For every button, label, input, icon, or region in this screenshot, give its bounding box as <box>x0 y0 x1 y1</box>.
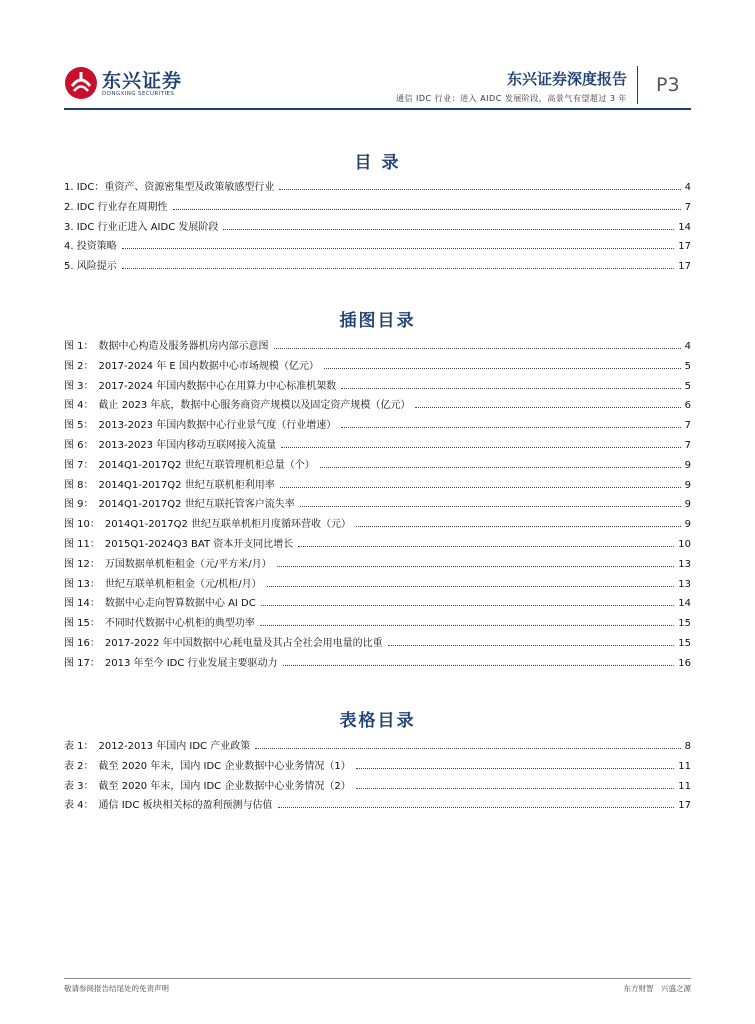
tables-list <box>64 737 691 816</box>
toc-entry[interactable] <box>64 218 691 238</box>
dot-leader <box>261 605 675 606</box>
dot-leader <box>415 407 680 408</box>
dot-leader <box>341 388 680 389</box>
toc-entry-page: 14 <box>678 221 691 233</box>
tables-title: 表格目录 <box>339 711 416 731</box>
table-entry-label: 表 1： 2012-2013 年国内 IDC 产业政策 <box>64 741 251 752</box>
figure-entry-label: 图 9： 2014Q1-2017Q2 世纪互联托管客户流失率 <box>64 499 295 511</box>
figure-entry[interactable] <box>64 436 691 456</box>
figure-entry-label: 图 11： 2015Q1-2024Q3 BAT 资本开支同比增长 <box>64 538 294 550</box>
figure-entry-page: 7 <box>684 439 691 451</box>
figure-entry-label: 图 1： 数据中心构造及服务器机房内部示意图 <box>64 341 269 352</box>
dot-leader <box>388 645 675 646</box>
dot-leader <box>298 546 674 547</box>
figure-entry-page: 10 <box>678 538 691 550</box>
figure-entry-label: 图 12： 万国数据单机柜租金（元/平方米/月） <box>64 558 272 570</box>
dot-leader <box>173 209 681 210</box>
footer-slogan: 东方财智 兴盛之源 <box>623 984 691 993</box>
dot-leader <box>300 506 681 507</box>
footer-disclaimer: 敬请参阅报告结尾处的免责声明 <box>64 984 169 993</box>
toc-entry-page: 7 <box>684 201 691 213</box>
toc-entry-label: 3. IDC 行业正进入 AIDC 发展阶段 <box>64 221 219 233</box>
figure-entry-page: 16 <box>678 657 691 669</box>
footer-rule <box>64 978 691 979</box>
toc-list <box>64 178 691 277</box>
toc-entry-label: 5. 风险提示 <box>64 261 117 273</box>
toc-entry[interactable] <box>64 237 691 257</box>
figure-entry[interactable] <box>64 337 691 357</box>
figure-entry-label: 图 13： 世纪互联单机柜租金（元/机柜/月） <box>64 578 262 590</box>
figure-entry[interactable] <box>64 495 691 515</box>
figure-entry-page: 5 <box>684 380 691 392</box>
report-subtitle: 通信 IDC 行业：进入 AIDC 发展阶段，高景气有望超过 3 年 <box>395 94 627 103</box>
figure-entry-label: 图 17： 2013 年至今 IDC 行业发展主要驱动力 <box>64 657 278 669</box>
logo-text-cn: 东兴证券 <box>102 70 183 92</box>
figure-entry[interactable] <box>64 456 691 476</box>
dot-leader <box>341 427 680 428</box>
figure-entry[interactable] <box>64 515 691 535</box>
toc-entry-label: 1. IDC：重资产、资源密集型及政策敏感型行业 <box>64 182 275 193</box>
figure-entry-label: 图 10： 2014Q1-2017Q2 世纪互联单机柜月度循环营收（元） <box>64 519 352 531</box>
dot-leader <box>255 748 680 749</box>
header-rule <box>64 108 691 110</box>
figure-entry-label: 图 6： 2013-2023 年国内移动互联网接入流量 <box>64 439 277 451</box>
header-divider <box>637 66 638 104</box>
figure-entry-page: 14 <box>678 598 691 610</box>
figures-title: 插图目录 <box>339 311 416 331</box>
company-logo <box>64 66 194 104</box>
dot-leader <box>279 189 680 190</box>
dot-leader <box>356 768 675 769</box>
logo-text-en: DONGXING SECURITIES <box>102 91 175 97</box>
figure-entry-label: 图 5： 2013-2023 年国内数据中心行业景气度（行业增速） <box>64 420 337 432</box>
toc-entry-label: 2. IDC 行业存在周期性 <box>64 201 168 213</box>
dot-leader <box>281 447 680 448</box>
figure-entry[interactable] <box>64 575 691 595</box>
dot-leader <box>122 268 675 269</box>
figure-entry-label: 图 15： 不同时代数据中心机柜的典型功率 <box>64 618 255 630</box>
dot-leader <box>267 586 675 587</box>
toc-entry-page: 17 <box>678 261 691 273</box>
figure-entry[interactable] <box>64 594 691 614</box>
toc-entry[interactable] <box>64 198 691 218</box>
report-type: 东兴证券深度报告 <box>506 70 627 88</box>
dot-leader <box>320 467 681 468</box>
figure-entry[interactable] <box>64 654 691 674</box>
dot-leader <box>122 248 675 249</box>
figure-entry[interactable] <box>64 634 691 654</box>
table-entry-label: 表 2： 截至 2020 年末，国内 IDC 企业数据中心业务情况（1） <box>64 760 351 772</box>
table-entry-page: 17 <box>678 800 691 812</box>
figure-entry-label: 图 7： 2014Q1-2017Q2 世纪互联管理机柜总量（个） <box>64 459 315 471</box>
figure-entry[interactable] <box>64 476 691 496</box>
figure-entry-page: 6 <box>684 400 691 412</box>
table-entry-page: 11 <box>678 760 691 772</box>
table-entry-page: 11 <box>678 780 691 792</box>
dot-leader <box>283 665 675 666</box>
table-entry[interactable] <box>64 737 691 757</box>
figure-entry-page: 5 <box>684 360 691 372</box>
dot-leader <box>277 566 675 567</box>
figure-entry[interactable] <box>64 614 691 634</box>
figure-entry-page: 9 <box>684 459 691 471</box>
table-entry-page: 8 <box>684 741 691 752</box>
table-entry[interactable] <box>64 777 691 797</box>
figure-entry-page: 13 <box>678 558 691 570</box>
toc-entry-page: 17 <box>678 241 691 253</box>
figure-entry[interactable] <box>64 357 691 377</box>
dot-leader <box>278 807 675 808</box>
table-entry[interactable] <box>64 796 691 816</box>
figure-entry[interactable] <box>64 377 691 397</box>
figure-entry-page: 9 <box>684 519 691 531</box>
figure-entry-page: 9 <box>684 479 691 491</box>
table-entry-label: 表 3： 截至 2020 年末，国内 IDC 企业数据中心业务情况（2） <box>64 780 351 792</box>
figure-entry[interactable] <box>64 416 691 436</box>
figure-entry-label: 图 16： 2017-2022 年中国数据中心耗电量及其占全社会用电量的比重 <box>64 637 383 649</box>
dot-leader <box>223 229 674 230</box>
dot-leader <box>280 487 681 488</box>
figure-entry-page: 4 <box>684 341 691 352</box>
figure-entry-label: 图 8： 2014Q1-2017Q2 世纪互联机柜利用率 <box>64 479 275 491</box>
toc-entry-label: 4. 投资策略 <box>64 241 117 253</box>
figure-entry[interactable] <box>64 396 691 416</box>
figure-entry-page: 7 <box>684 420 691 432</box>
figure-entry-page: 9 <box>684 499 691 511</box>
dot-leader <box>356 788 675 789</box>
figure-entry-page: 13 <box>678 578 691 590</box>
figure-entry-label: 图 3： 2017-2024 年国内数据中心在用算力中心标准机架数 <box>64 380 337 392</box>
figure-entry-label: 图 2： 2017-2024 年 E 国内数据中心市场规模（亿元） <box>64 360 319 372</box>
table-entry[interactable] <box>64 757 691 777</box>
figure-entry[interactable] <box>64 555 691 575</box>
toc-title: 目 录 <box>354 153 401 173</box>
figures-list <box>64 337 691 674</box>
logo-mark-icon <box>64 66 98 100</box>
figure-entry-page: 15 <box>678 637 691 649</box>
dot-leader <box>324 368 681 369</box>
figure-entry[interactable] <box>64 535 691 555</box>
dot-leader <box>356 526 681 527</box>
figure-entry-label: 图 14： 数据中心走向智算数据中心 AI DC <box>64 598 256 610</box>
figure-entry-page: 15 <box>678 618 691 630</box>
dot-leader <box>260 625 674 626</box>
toc-entry[interactable] <box>64 257 691 277</box>
toc-entry[interactable] <box>64 178 691 198</box>
toc-entry-page: 4 <box>684 182 691 193</box>
dot-leader <box>274 348 681 349</box>
page-number: P3 <box>656 74 680 96</box>
figure-entry-label: 图 4： 截止 2023 年底，数据中心服务商资产规模以及固定资产规模（亿元） <box>64 400 411 412</box>
table-entry-label: 表 4： 通信 IDC 板块相关标的盈利预测与估值 <box>64 800 273 812</box>
